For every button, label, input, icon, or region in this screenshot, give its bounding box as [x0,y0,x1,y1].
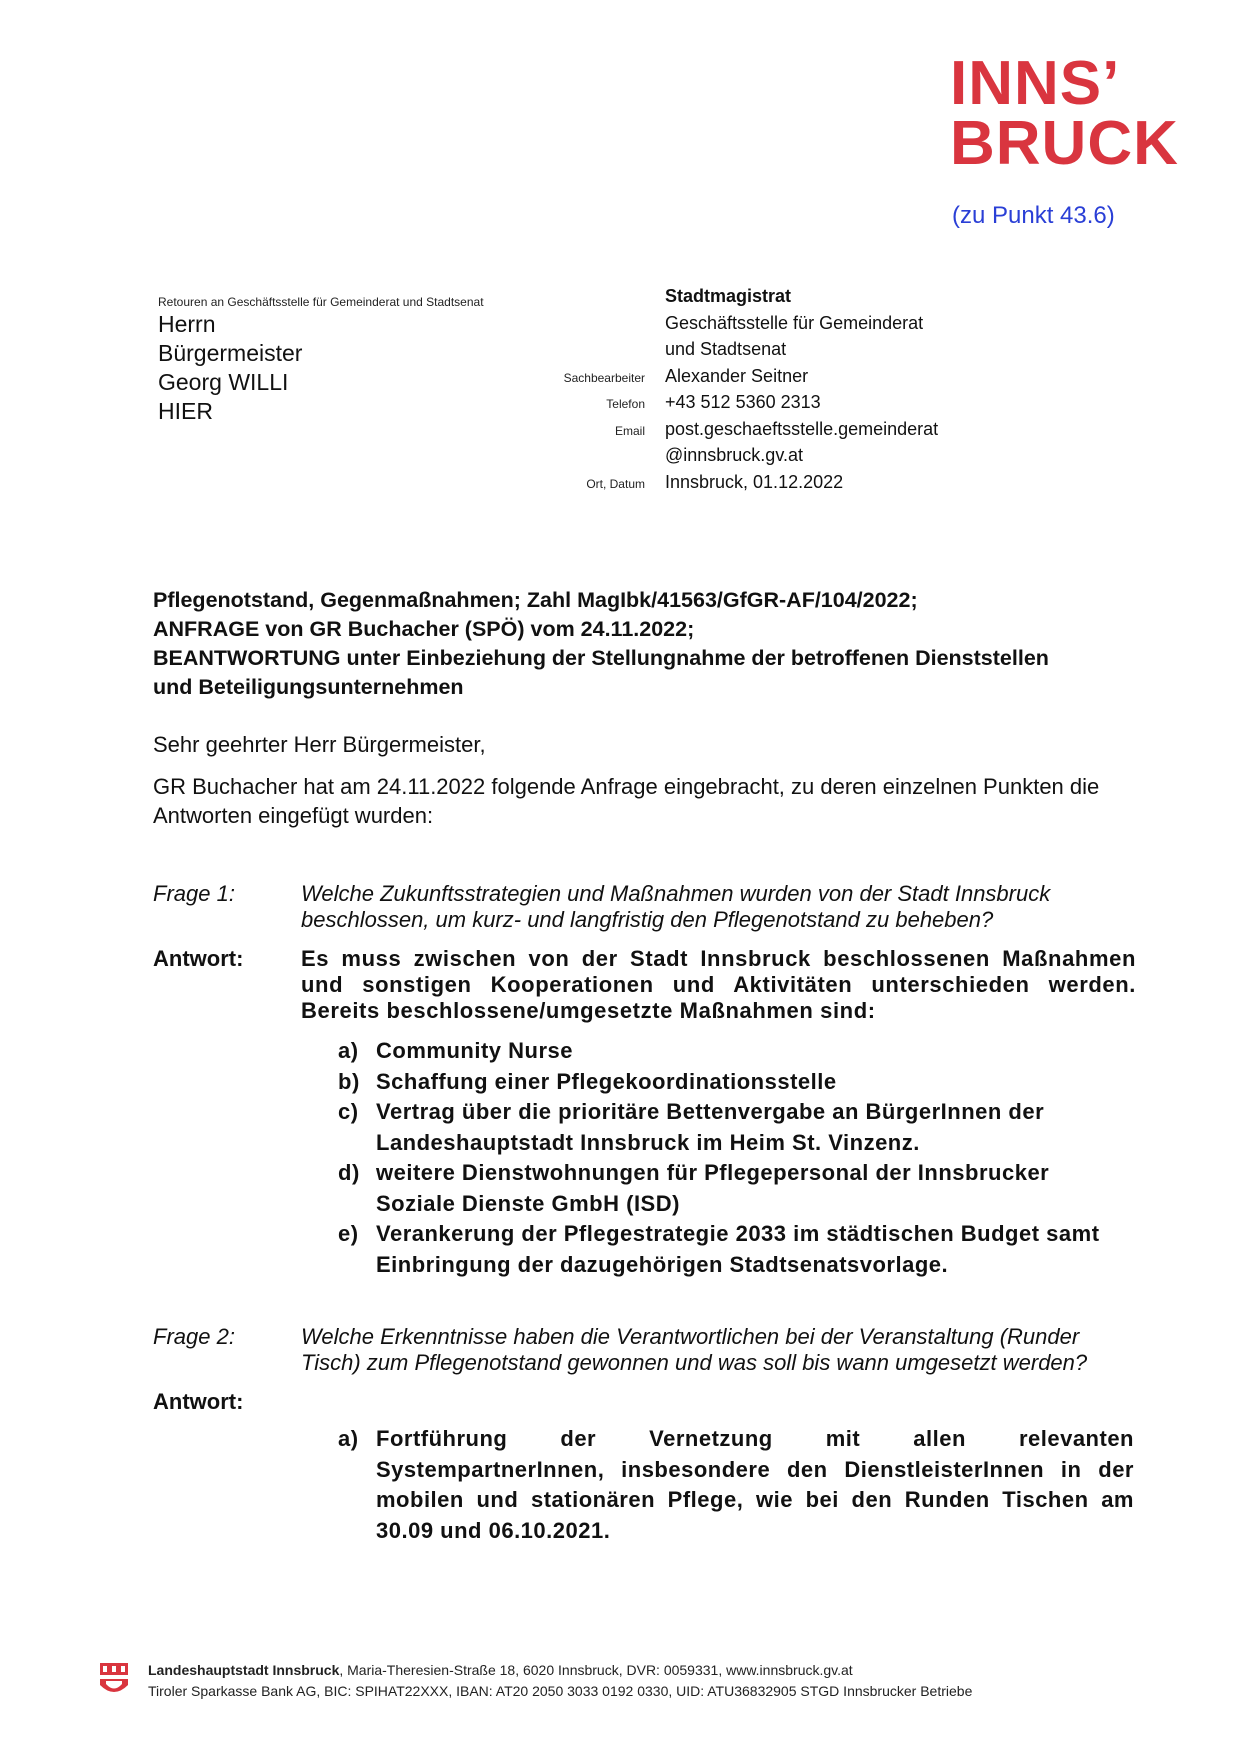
subject-line: und Beteiligungsunternehmen [153,675,464,699]
answer-1-label: Antwort: [153,946,244,971]
list-item-letter: b) [338,1068,360,1094]
sender-dept-line-1: Geschäftsstelle für Gemeinderat [665,312,924,333]
list-item [338,1067,1134,1098]
subject-line: ANFRAGE von GR Buchacher (SPÖ) vom 24.11.2022; [153,617,695,641]
recipient-line: Herrn [158,311,216,337]
list-item-text: Vertrag über die prioritäre Bettenvergabe an BürgerInnen der Landeshauptstadt Innsbruck im Heim St. Vinzenz. [376,1099,1045,1155]
answer-2-list [338,1424,1134,1546]
footer-line-1 [148,1660,972,1681]
list-item-text: Community Nurse [376,1038,573,1063]
recipient-line: Bürgermeister [158,340,303,366]
question-2-label: Frage 2: [153,1324,235,1349]
recipient-line: Georg WILLI [158,369,289,395]
date-value: Innsbruck, 01.12.2022 [665,471,844,492]
question-2-text: Welche Erkenntnisse haben die Verantwortlichen bei der Veranstaltung (Runder Tisch) zum Pflegenotstand gewonnen und was soll bis wann umgesetzt werden? [301,1324,1088,1375]
question-1-label: Frage 1: [153,881,235,906]
sender-dept-row [500,339,938,366]
question-1-text: Welche Zukunftsstrategien und Maßnahmen wurden von der Stadt Innsbruck beschlossen, um kurz- und langfristig den Pflegenotstand zu beheben? [301,881,1051,932]
footer-text [148,1660,972,1702]
answer-1-list [338,1036,1134,1280]
list-item [338,1158,1134,1219]
intro-paragraph: GR Buchacher hat am 24.11.2022 folgende Anfrage eingebracht, zu deren einzelnen Punkten die Antworten eingefügt wurden: [153,774,1100,828]
answer-1-text: Es muss zwischen von der Stadt Innsbruck beschlossenen Maßnahmen und sonstigen Kooperationen und Aktivitäten unterschieden werden. Bereits beschlossene/umgesetzte Maßnahmen sind: [301,946,1136,1023]
sender-dept-line-2: und Stadtsenat [665,339,787,359]
footer-city-name: Landeshauptstadt Innsbruck [148,1662,340,1678]
clerk-name: Alexander Seitner [665,365,809,386]
clerk-row [500,366,938,393]
list-item-letter: e) [338,1221,359,1246]
answer-2-label: Antwort: [153,1389,244,1414]
list-item-letter: c) [338,1099,359,1124]
phone-number: +43 512 5360 2313 [665,392,821,412]
email-row [500,419,938,446]
sender-dept-row [500,313,938,340]
email-row-2 [500,445,938,472]
footer-line-2: Tiroler Sparkasse Bank AG, BIC: SPIHAT22XXX, IBAN: AT20 2050 3033 0192 0330, UID: ATU36832905 STGD Innsbrucker Betriebe [148,1683,973,1699]
return-address-line: Retouren an Geschäftsstelle für Gemeinderat und Stadtsenat [158,295,484,309]
phone-label: Telefon [606,397,645,411]
footer-address: , Maria-Theresien-Straße 18, 6020 Innsbruck, DVR: 0059331, www.innsbruck.gv.at [339,1662,853,1678]
list-item-letter: a) [338,1038,359,1063]
date-row [500,472,938,499]
subject-line: Pflegenotstand, Gegenmaßnahmen; Zahl MagIbk/41563/GfGR-AF/104/2022; [153,588,918,612]
list-item-text: Verankerung der Pflegestrategie 2033 im städtischen Budget samt Einbringung der dazugehörigen Stadtsenatsvorlage. [376,1221,1100,1277]
list-item-letter: a) [338,1426,359,1451]
email-line-2: @innsbruck.gv.at [665,445,803,465]
list-item-text: weitere Dienstwohnungen für Pflegepersonal der Innsbrucker Soziale Dienste GmbH (ISD) [376,1160,1050,1216]
list-item-text: Fortführung der Vernetzung mit allen relevanten SystempartnerInnen, insbesondere den DienstleisterInnen in der mobilen und stationären Pflege, wie bei den Runden Tischen am 30.09 und 06.10.2021. [376,1426,1134,1543]
phone-row [500,392,938,419]
logo-line-1: INNS’ [950,49,1121,118]
city-logo [950,49,1195,178]
list-item [338,1036,1134,1067]
sender-block [500,286,938,498]
list-item-text: Schaffung einer Pflegekoordinationsstelle [376,1068,837,1094]
sender-org: Stadtmagistrat [665,286,792,306]
logo-line-2: BRUCK [950,109,1179,178]
clerk-label: Sachbearbeiter [563,370,645,385]
recipient-address [158,310,302,426]
sender-org-row [500,286,938,313]
list-item [338,1424,1134,1546]
email-label: Email [614,423,645,438]
list-item [338,1219,1134,1280]
salutation: Sehr geehrter Herr Bürgermeister, [153,732,486,757]
list-item [338,1097,1134,1158]
recipient-line: HIER [158,398,213,424]
city-coat-of-arms-icon [100,1663,128,1699]
list-item-letter: d) [338,1160,360,1185]
subject-block [153,586,1113,702]
agenda-reference: (zu Punkt 43.6) [952,202,1115,229]
email-line-1: post.geschaeftsstelle.gemeinderat [665,418,939,439]
subject-line: BEANTWORTUNG unter Einbeziehung der Stellungnahme der betroffenen Dienststellen [153,646,1049,670]
date-label: Ort, Datum [586,476,645,491]
